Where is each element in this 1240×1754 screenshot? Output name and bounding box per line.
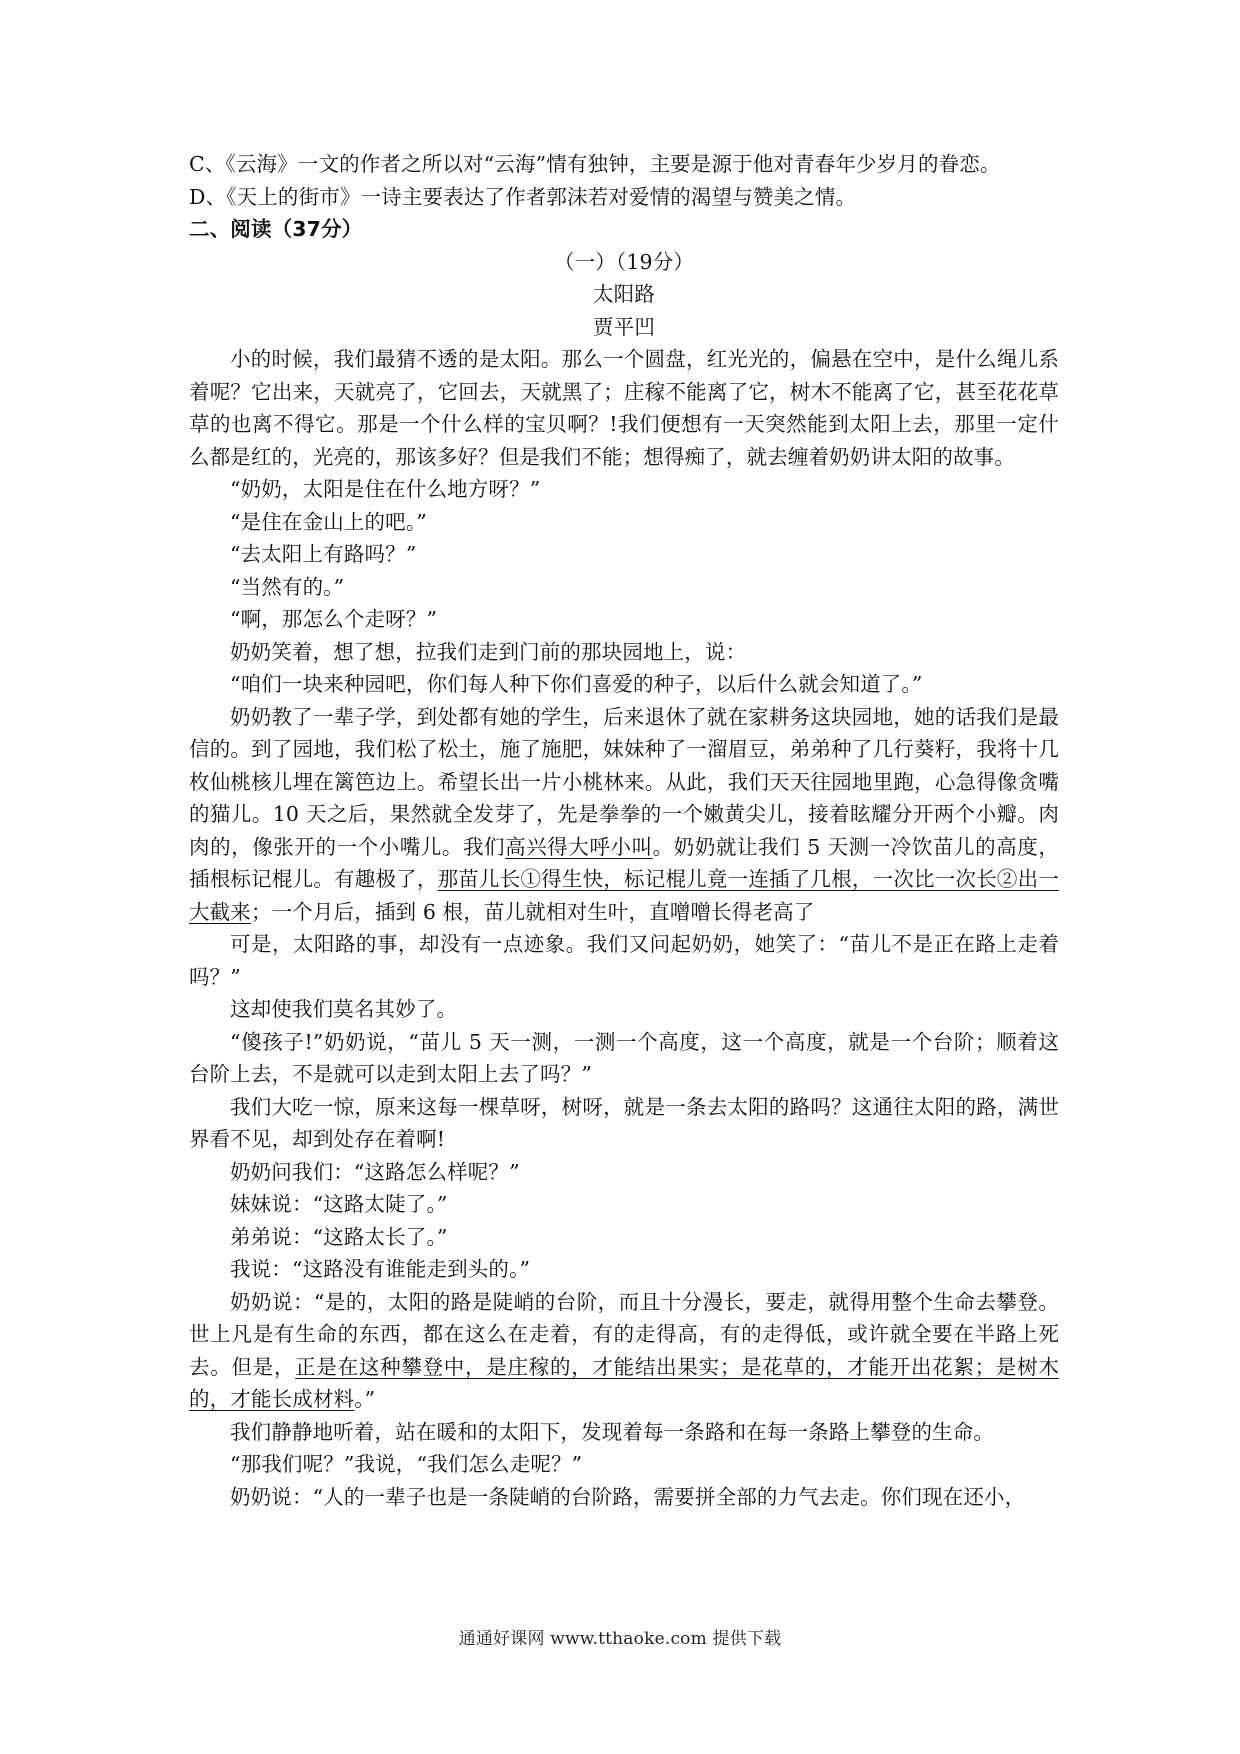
dialog-line: “奶奶，太阳是住在什么地方呀？” [230, 477, 541, 501]
underlined-text: 正是在这种攀登中，是庄稼的，才能结出果实；是花草的，才能开出花絮；是树木的，才能长成材料 [189, 1354, 1059, 1411]
paragraph: 这却使我们莫名其妙了。 [230, 997, 458, 1021]
paragraph: 可是，太阳路的事，却没有一点迹象。我们又问起奶奶，她笑了：“苗儿不是正在路上走着吗？” [189, 932, 1059, 989]
dialog-line: 弟弟说：“这路太长了。” [230, 1224, 448, 1249]
article-author: 贾平凹 [593, 314, 655, 339]
text-span: ；一个月后，插到 6 根，苗儿就相对生叶，直噌噌长得老高了 [250, 899, 815, 924]
paragraph: “傻孩子!”奶奶说，“苗儿 5 天一测，一测一个高度，这一个高度，就是一个台阶；顺着这台阶上去，不是就可以走到太阳上去了吗？” [189, 1029, 1059, 1086]
dialog-line: 妹妹说：“这路太陡了。” [230, 1192, 448, 1216]
paragraph: 奶奶说：“人的一辈子也是一条陡峭的台阶路，需要拼全部的力气去走。你们现在还小， [230, 1484, 1026, 1509]
dialog-line: 我说：“这路没有谁能走到头的。” [230, 1257, 531, 1281]
page-footer: 通通好课网 www.tthaoke.com 提供下载 [458, 1629, 782, 1649]
dialog-line: “当然有的。” [230, 574, 345, 599]
underlined-text: 那苗儿长①得生快，标记棍儿竟一连插了几根，一次比一次长②出一大截来 [189, 867, 1059, 924]
paragraph: 我们静静地听着，站在暖和的太阳下，发现着每一条路和在每一条路上攀登的生命。 [230, 1419, 995, 1444]
paragraph-garden [189, 701, 1059, 929]
option-d: D、《天上的街市》一诗主要表达了作者郭沫若对爱情的渴望与赞美之情。 [189, 184, 857, 209]
text-span: 奶奶说：“是的，太阳的路是陡峭的台阶，而且十分漫长，要走，就得用整个生命去攀登。世上凡是有生命的东西，都在这么在走着，有的走得高，有的走得低，或许就全要在半路上死去。但是， [189, 1289, 1059, 1379]
paragraph-1: 小的时候，我们最猜不透的是太阳。那么一个圆盘，红光光的，偏悬在空中，是什么绳儿系着呢？它出来，天就亮了，它回去，天就黑了；庄稼不能离了它，树木不能离了它，甚至花花草草的也离不得它。那是一个什么样的宝贝啊？!我们便想有一天突然能到太阳上去，那里一定什么都是红的，光亮的，那该多好？但是我们不能；想得痴了，就去缠着奶奶讲太阳的故事。 [189, 347, 1059, 469]
subsection-title: （一）（19分） [553, 249, 695, 274]
dialog-line: “去太阳上有路吗？” [230, 542, 417, 566]
text-span: 。” [354, 1387, 376, 1411]
dialog-line: “啊，那怎么个走呀？” [230, 607, 438, 631]
paragraph-grandma-speech [189, 1286, 1059, 1416]
paragraph-grandma-garden: 奶奶笑着，想了想，拉我们走到门前的那块园地上，说： [230, 639, 747, 664]
dialog-line: 奶奶问我们：“这路怎么样呢？” [230, 1159, 520, 1184]
article-title: 太阳路 [593, 282, 655, 306]
underlined-text: 高兴得大呼小叫 [505, 834, 653, 859]
paragraph: 我们大吃一惊，原来这每一棵草呀，树呀，就是一条去太阳的路吗？这通往太阳的路，满世界看不见，却到处存在着啊! [189, 1094, 1059, 1151]
dialog-line: “咱们一块来种园吧，你们每人种下你们喜爱的种子，以后什么就会知道了。” [230, 672, 923, 696]
option-c: C、《云海》一文的作者之所以对“云海”情有独钟，主要是源于他对青春年少岁月的眷恋。 [189, 152, 1001, 176]
dialog-line: “是住在金山上的吧。” [230, 509, 427, 534]
text-span: 奶奶教了一辈子学，到处都有她的学生，后来退休了就在家耕务这块园地，她的话我们是最信的。到了园地，我们松了松土，施了施肥，妹妹种了一溜眉豆，弟弟种了几行葵籽，我将十几枚仙桃核儿埋在篱笆边上。希望长出一片小桃林来。从此，我们天天往园地里跑，心急得像贪嘴的猫儿。10 天之后，果然就全发芽了，先是拳拳的一个嫩黄尖儿，接着眩耀分开两个小瓣。肉肉的，像张开的一个小嘴儿。我们 [189, 704, 1059, 859]
text-span: 。奶奶就让我们 5 天测一冷饮苗儿的高度，插根标记棍儿。有趣极了， [189, 834, 1059, 891]
section-title: 二、阅读（37分） [189, 217, 363, 241]
dialog-line: “那我们呢？”我说，“我们怎么走呢？” [230, 1452, 583, 1476]
document-content [189, 148, 1059, 1513]
